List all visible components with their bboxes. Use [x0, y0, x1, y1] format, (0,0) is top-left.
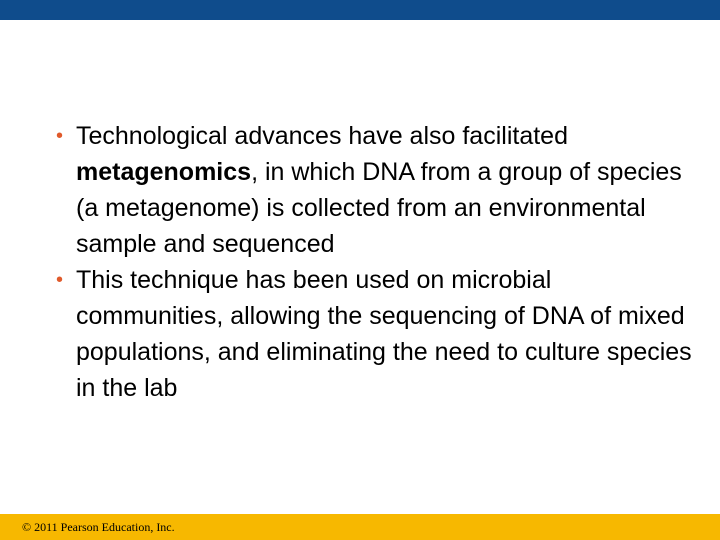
bullet-item [56, 262, 696, 406]
bullet-text-end: , in which DNA from a group of species (a metagenome) is collected from an environmental sample and sequenced [76, 158, 682, 258]
bullet-icon: • [56, 269, 64, 291]
bullet-text-start: Technological advances have also facilitated [76, 122, 568, 150]
slide-body [56, 118, 696, 406]
bullet-item [56, 118, 696, 262]
key-term: metagenomics [76, 158, 252, 186]
copyright-notice: © 2011 Pearson Education, Inc. [22, 520, 175, 534]
top-accent-bar [0, 0, 720, 20]
bullet-text: This technique has been used on microbial communities, allowing the sequencing of DNA of mixed populations, and eliminating the need to culture species in the lab [76, 266, 692, 402]
bullet-icon: • [56, 125, 64, 147]
